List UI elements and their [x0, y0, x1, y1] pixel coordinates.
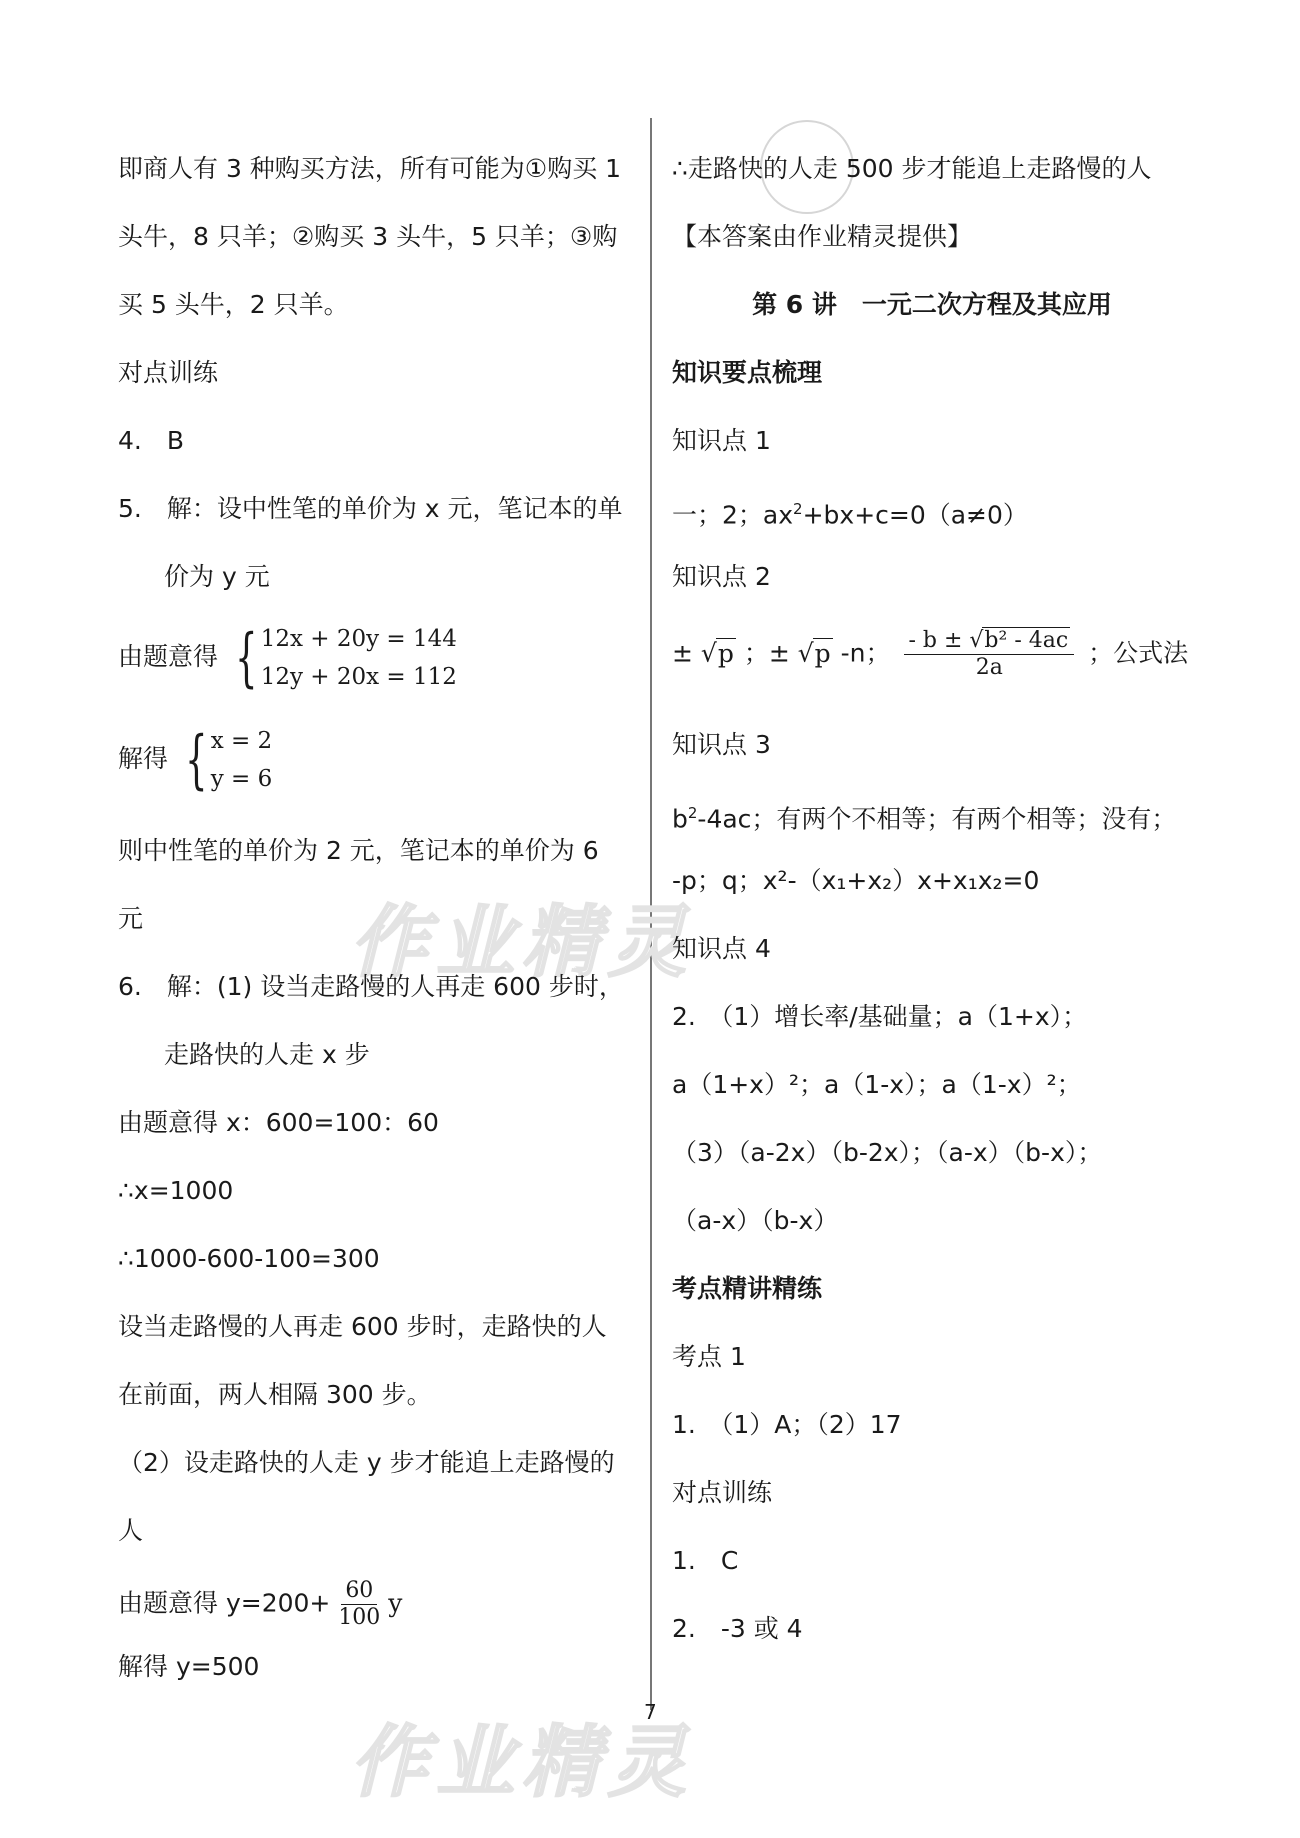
watermark-text-lower: 作业精灵 — [350, 1717, 695, 1808]
formula-text: 一；2；ax — [672, 500, 794, 530]
text-line: （2）设走路快的人走 y 步才能追上走路慢的 — [118, 1448, 615, 1477]
equation: y = 6 — [210, 766, 273, 792]
formula-line: a（1+x）²；a（1-x）；a（1-x）²； — [672, 1070, 1082, 1099]
text-line: 价为 y 元 — [164, 562, 270, 591]
chapter-title: 第 6 讲 一元二次方程及其应用 — [752, 290, 1112, 319]
text-line: ∴走路快的人走 500 步才能追上走路慢的人 — [672, 154, 1152, 183]
answer-item: 2. -3 或 4 — [672, 1614, 803, 1643]
section-heading: 考点精讲精练 — [672, 1274, 823, 1303]
text-line: 解得 y=500 — [118, 1652, 260, 1681]
subsection-label: 知识点 1 — [672, 426, 771, 455]
text-line: 元 — [118, 904, 144, 933]
text-line: 即商人有 3 种购买方法，所有可能为①购买 1 — [118, 154, 622, 183]
equation: 12y + 20x = 112 — [260, 664, 457, 690]
equation: 12x + 20y = 144 — [260, 626, 457, 652]
fraction — [338, 1578, 380, 1631]
answer-item: 1. C — [672, 1546, 739, 1575]
source-note: 【本答案由作业精灵提供】 — [672, 222, 973, 251]
formula-text: ；± — [743, 638, 790, 668]
text-line: 人 — [118, 1516, 144, 1545]
solution-system-line — [118, 722, 272, 798]
section-label: 对点训练 — [672, 1478, 773, 1507]
formula-line — [672, 492, 1028, 532]
superscript: 2 — [793, 500, 803, 518]
text-line: 买 5 头牛，2 只羊。 — [118, 290, 349, 319]
text-line: 走路快的人走 x 步 — [164, 1040, 370, 1069]
sqrt-radicand: b² - 4ac — [984, 628, 1069, 653]
formula-line — [672, 628, 1188, 681]
answer-item: 2. （1）增长率/基础量；a（1+x）； — [672, 1002, 1088, 1031]
subsection-label: 知识点 2 — [672, 562, 771, 591]
answer-item: 5. 解：设中性笔的单价为 x 元，笔记本的单 — [118, 494, 623, 523]
section-heading: 知识要点梳理 — [672, 358, 823, 387]
fraction-numerator: 60 — [341, 1578, 377, 1605]
answer-item: 4. B — [118, 426, 185, 455]
equation-system-line — [118, 620, 457, 696]
answer-item: 6. 解：(1) 设当走路慢的人再走 600 步时， — [118, 972, 624, 1001]
sqrt-symbol: √ — [700, 638, 717, 668]
formula-line: （a-x）（b-x） — [672, 1206, 839, 1235]
formula-line: -p；q；x²-（x₁+x₂）x+x₁x₂=0 — [672, 866, 1040, 895]
formula-line — [672, 796, 1176, 836]
text-line: 设当走路慢的人再走 600 步时，走路快的人 — [118, 1312, 607, 1341]
solution-system: { x = 2 y = 6 — [185, 723, 273, 797]
formula-line: （3）（a-2x）（b-2x）；（a-x）（b-x）； — [672, 1138, 1103, 1167]
subsection-label: 考点 1 — [672, 1342, 746, 1371]
quadratic-formula-fraction — [904, 628, 1074, 681]
equation-suffix: y — [388, 1588, 403, 1618]
formula-text: -4ac；有两个不相等；有两个相等；没有； — [697, 804, 1177, 834]
formula-text: b — [672, 804, 688, 834]
text-line: 则中性笔的单价为 2 元，笔记本的单价为 6 — [118, 836, 599, 865]
superscript: 2 — [687, 804, 698, 822]
section-label: 对点训练 — [118, 358, 219, 387]
formula-text: +bx+c=0（a≠0） — [802, 500, 1028, 530]
fraction-numerator: - b ± √b² - 4ac — [904, 628, 1074, 655]
text-line: 在前面，两人相隔 300 步。 — [118, 1380, 432, 1409]
formula-text: ± — [672, 638, 693, 668]
sqrt-radicand: p — [717, 638, 734, 668]
fraction-denominator: 2a — [975, 655, 1003, 680]
subsection-label: 知识点 4 — [672, 934, 771, 963]
equation-prefix: 由题意得 — [118, 642, 219, 671]
text-line: ∴x=1000 — [118, 1176, 234, 1205]
text-line: 由题意得 x：600=100：60 — [118, 1108, 439, 1137]
fraction-equation-line — [118, 1578, 402, 1631]
watermark-text-upper: 作业精灵 — [350, 897, 695, 988]
fraction-denominator: 100 — [338, 1605, 381, 1630]
sqrt-symbol: √ — [797, 638, 814, 668]
equation-prefix: 由题意得 y=200+ — [118, 1588, 331, 1618]
text-line: 头牛，8 只羊；②购买 3 头牛，5 只羊；③购 — [118, 222, 618, 251]
numerator-text: - b ± — [908, 628, 963, 653]
equation: x = 2 — [210, 728, 273, 754]
text-line: ∴1000-600-100=300 — [118, 1244, 380, 1273]
formula-text: -n； — [840, 638, 891, 668]
subsection-label: 知识点 3 — [672, 730, 771, 759]
sqrt-radicand: p — [814, 638, 831, 668]
equation-prefix: 解得 — [118, 744, 169, 773]
answer-item: 1. （1）A；（2）17 — [672, 1410, 902, 1439]
equation-system: { 12x + 20y = 144 12y + 20x = 112 — [235, 621, 457, 695]
formula-text: ；公式法 — [1088, 638, 1189, 668]
page-number: 7 — [644, 1700, 657, 1724]
